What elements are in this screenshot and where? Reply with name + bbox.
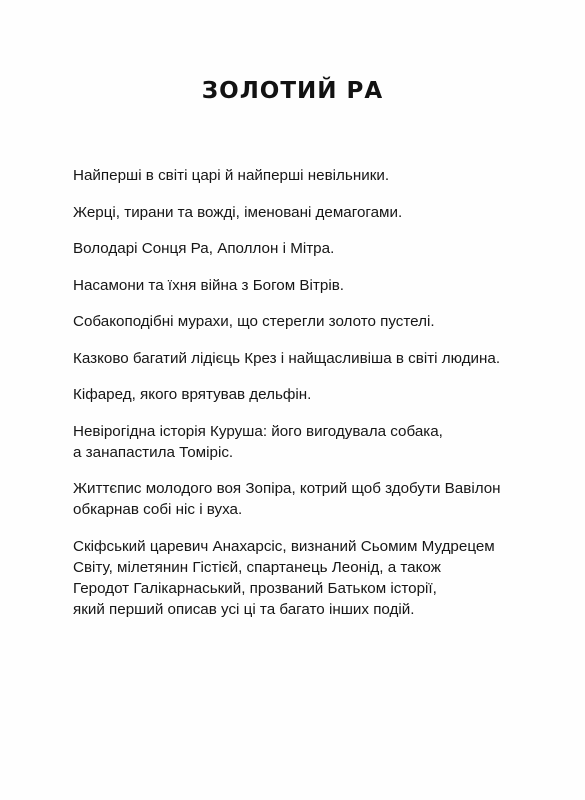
paragraph-line: Скіфський царевич Анахарсіс, визнаний Сьомим Мудрецем (73, 537, 495, 555)
page-title: ЗОЛОТИЙ РА (201, 78, 384, 104)
paragraph-line: Невірогідна історія Куруша: його вигодувала собака, (73, 422, 443, 440)
paragraph (73, 165, 553, 186)
paragraph-line: який перший описав усі ці та багато інших подій. (73, 600, 415, 618)
paragraph (73, 238, 553, 259)
paragraph-line: Насамони та їхня війна з Богом Вітрів. (73, 276, 344, 294)
paragraph-line: Світу, мілетянин Гістієй, спартанець Леонід, а також (73, 558, 441, 576)
paragraph-line: Геродот Галікарнаський, прозваний Батьком історії, (73, 579, 437, 597)
paragraph-line: Життєпис молодого воя Зопіра, котрий щоб здобути Вавілон (73, 480, 501, 497)
paragraph-line: Найперші в світі царі й найперші невільники. (73, 167, 390, 184)
paragraph (73, 384, 553, 405)
paragraph (73, 348, 553, 369)
paragraph (73, 478, 553, 520)
paragraph-line: обкарнав собі ніс і вуха. (73, 501, 243, 518)
paragraph-line: Казково багатий лідієць Крез і найщасливіша в світі людина. (73, 349, 501, 367)
paragraph-line: Жерці, тирани та вожді, іменовані демагогами. (73, 203, 403, 221)
paragraph-line: а занапастила Томіріс. (73, 443, 234, 461)
paragraph-line: Собакоподібні мурахи, що стерегли золото пустелі. (73, 313, 435, 330)
paragraph-line: Кіфаред, якого врятував дельфін. (73, 386, 312, 403)
paragraph (73, 536, 553, 620)
paragraph-line: Володарі Сонця Ра, Аполлон і Мітра. (73, 240, 335, 257)
paragraph (73, 202, 553, 223)
contents-list (73, 165, 553, 635)
paragraph (73, 275, 553, 296)
paragraph (73, 311, 553, 332)
paragraph (73, 421, 553, 463)
